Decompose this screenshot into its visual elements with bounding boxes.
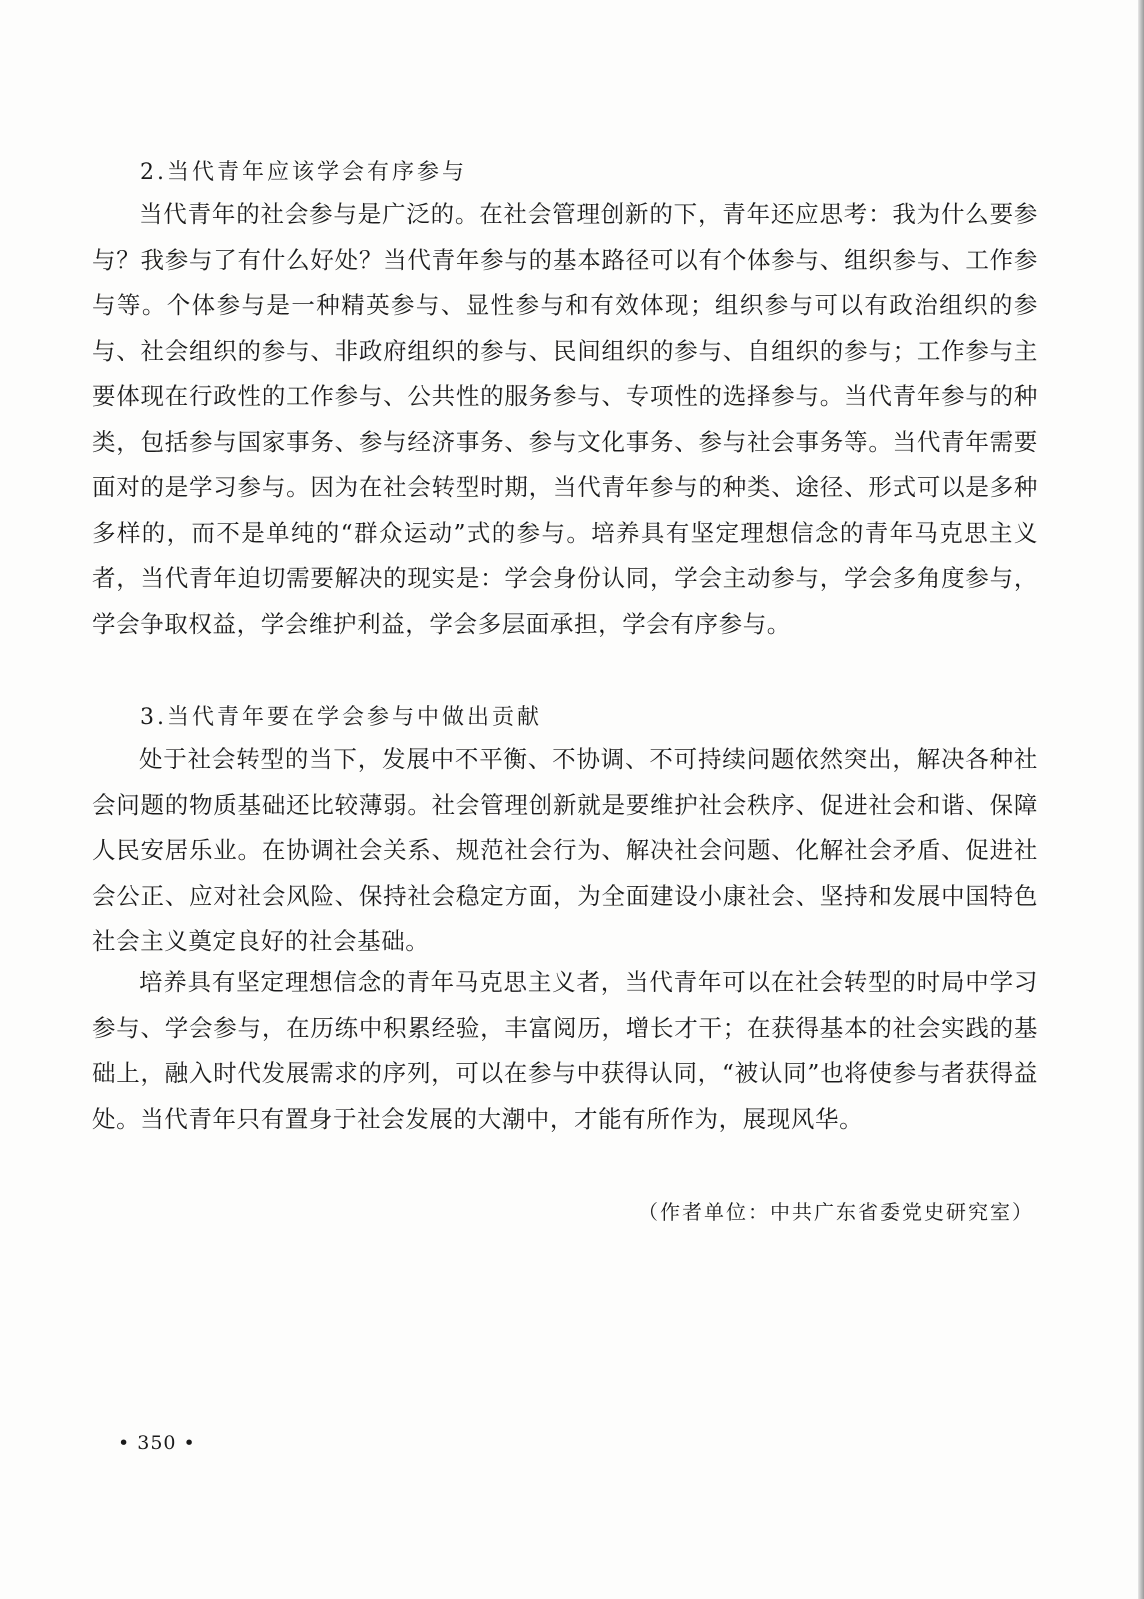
section-heading-2: 2.当代青年应该学会有序参与 bbox=[140, 160, 467, 185]
paragraph-section-3-second: 培养具有坚定理想信念的青年马克思主义者，当代青年可以在社会转型的时局中学习参与、学会参与，在历练中积累经验，丰富阅历，增长才干；在获得基本的社会实践的基础上，融入时代发展需求的序列，可以在参与中获得认同，“被认同”也将使参与者获得益处。当代青年只有置身于社会发展的大潮中，才能有所作为，展现风华。 bbox=[92, 968, 1038, 1133]
author-affiliation: （作者单位：中共广东省委党史研究室） bbox=[638, 1200, 1034, 1224]
section-heading-3: 3.当代青年要在学会参与中做出贡献 bbox=[140, 705, 542, 730]
page-edge-shadow bbox=[1138, 0, 1144, 1599]
page-number: • 350 • bbox=[118, 1432, 196, 1454]
paragraph-section-2: 当代青年的社会参与是广泛的。在社会管理创新的下，青年还应思考：我为什么要参与？我参与了有什么好处？当代青年参与的基本路径可以有个体参与、组织参与、工作参与等。个体参与是一种精英参与、显性参与和有效体现；组织参与可以有政治组织的参与、社会组织的参与、非政府组织的参与、民间组织的参与、自组织的参与；工作参与主要体现在行政性的工作参与、公共性的服务参与、专项性的选择参与。当代青年参与的种类，包括参与国家事务、参与经济事务、参与文化事务、参与社会事务等。当代青年需要面对的是学习参与。因为在社会转型时期，当代青年参与的种类、途径、形式可以是多种多样的，而不是单纯的“群众运动”式的参与。培养具有坚定理想信念的青年马克思主义者，当代青年迫切需要解决的现实是：学会身份认同，学会主动参与，学会多角度参与，学会争取权益，学会维护利益，学会多层面承担，学会有序参与。 bbox=[92, 200, 1038, 638]
paragraph-section-3-first: 处于社会转型的当下，发展中不平衡、不协调、不可持续问题依然突出，解决各种社会问题的物质基础还比较薄弱。社会管理创新就是要维护社会秩序、促进社会和谐、保障人民安居乐业。在协调社会关系、规范社会行为、解决社会问题、化解社会矛盾、促进社会公正、应对社会风险、保持社会稳定方面，为全面建设小康社会、坚持和发展中国特色社会主义奠定良好的社会基础。 bbox=[92, 745, 1038, 955]
